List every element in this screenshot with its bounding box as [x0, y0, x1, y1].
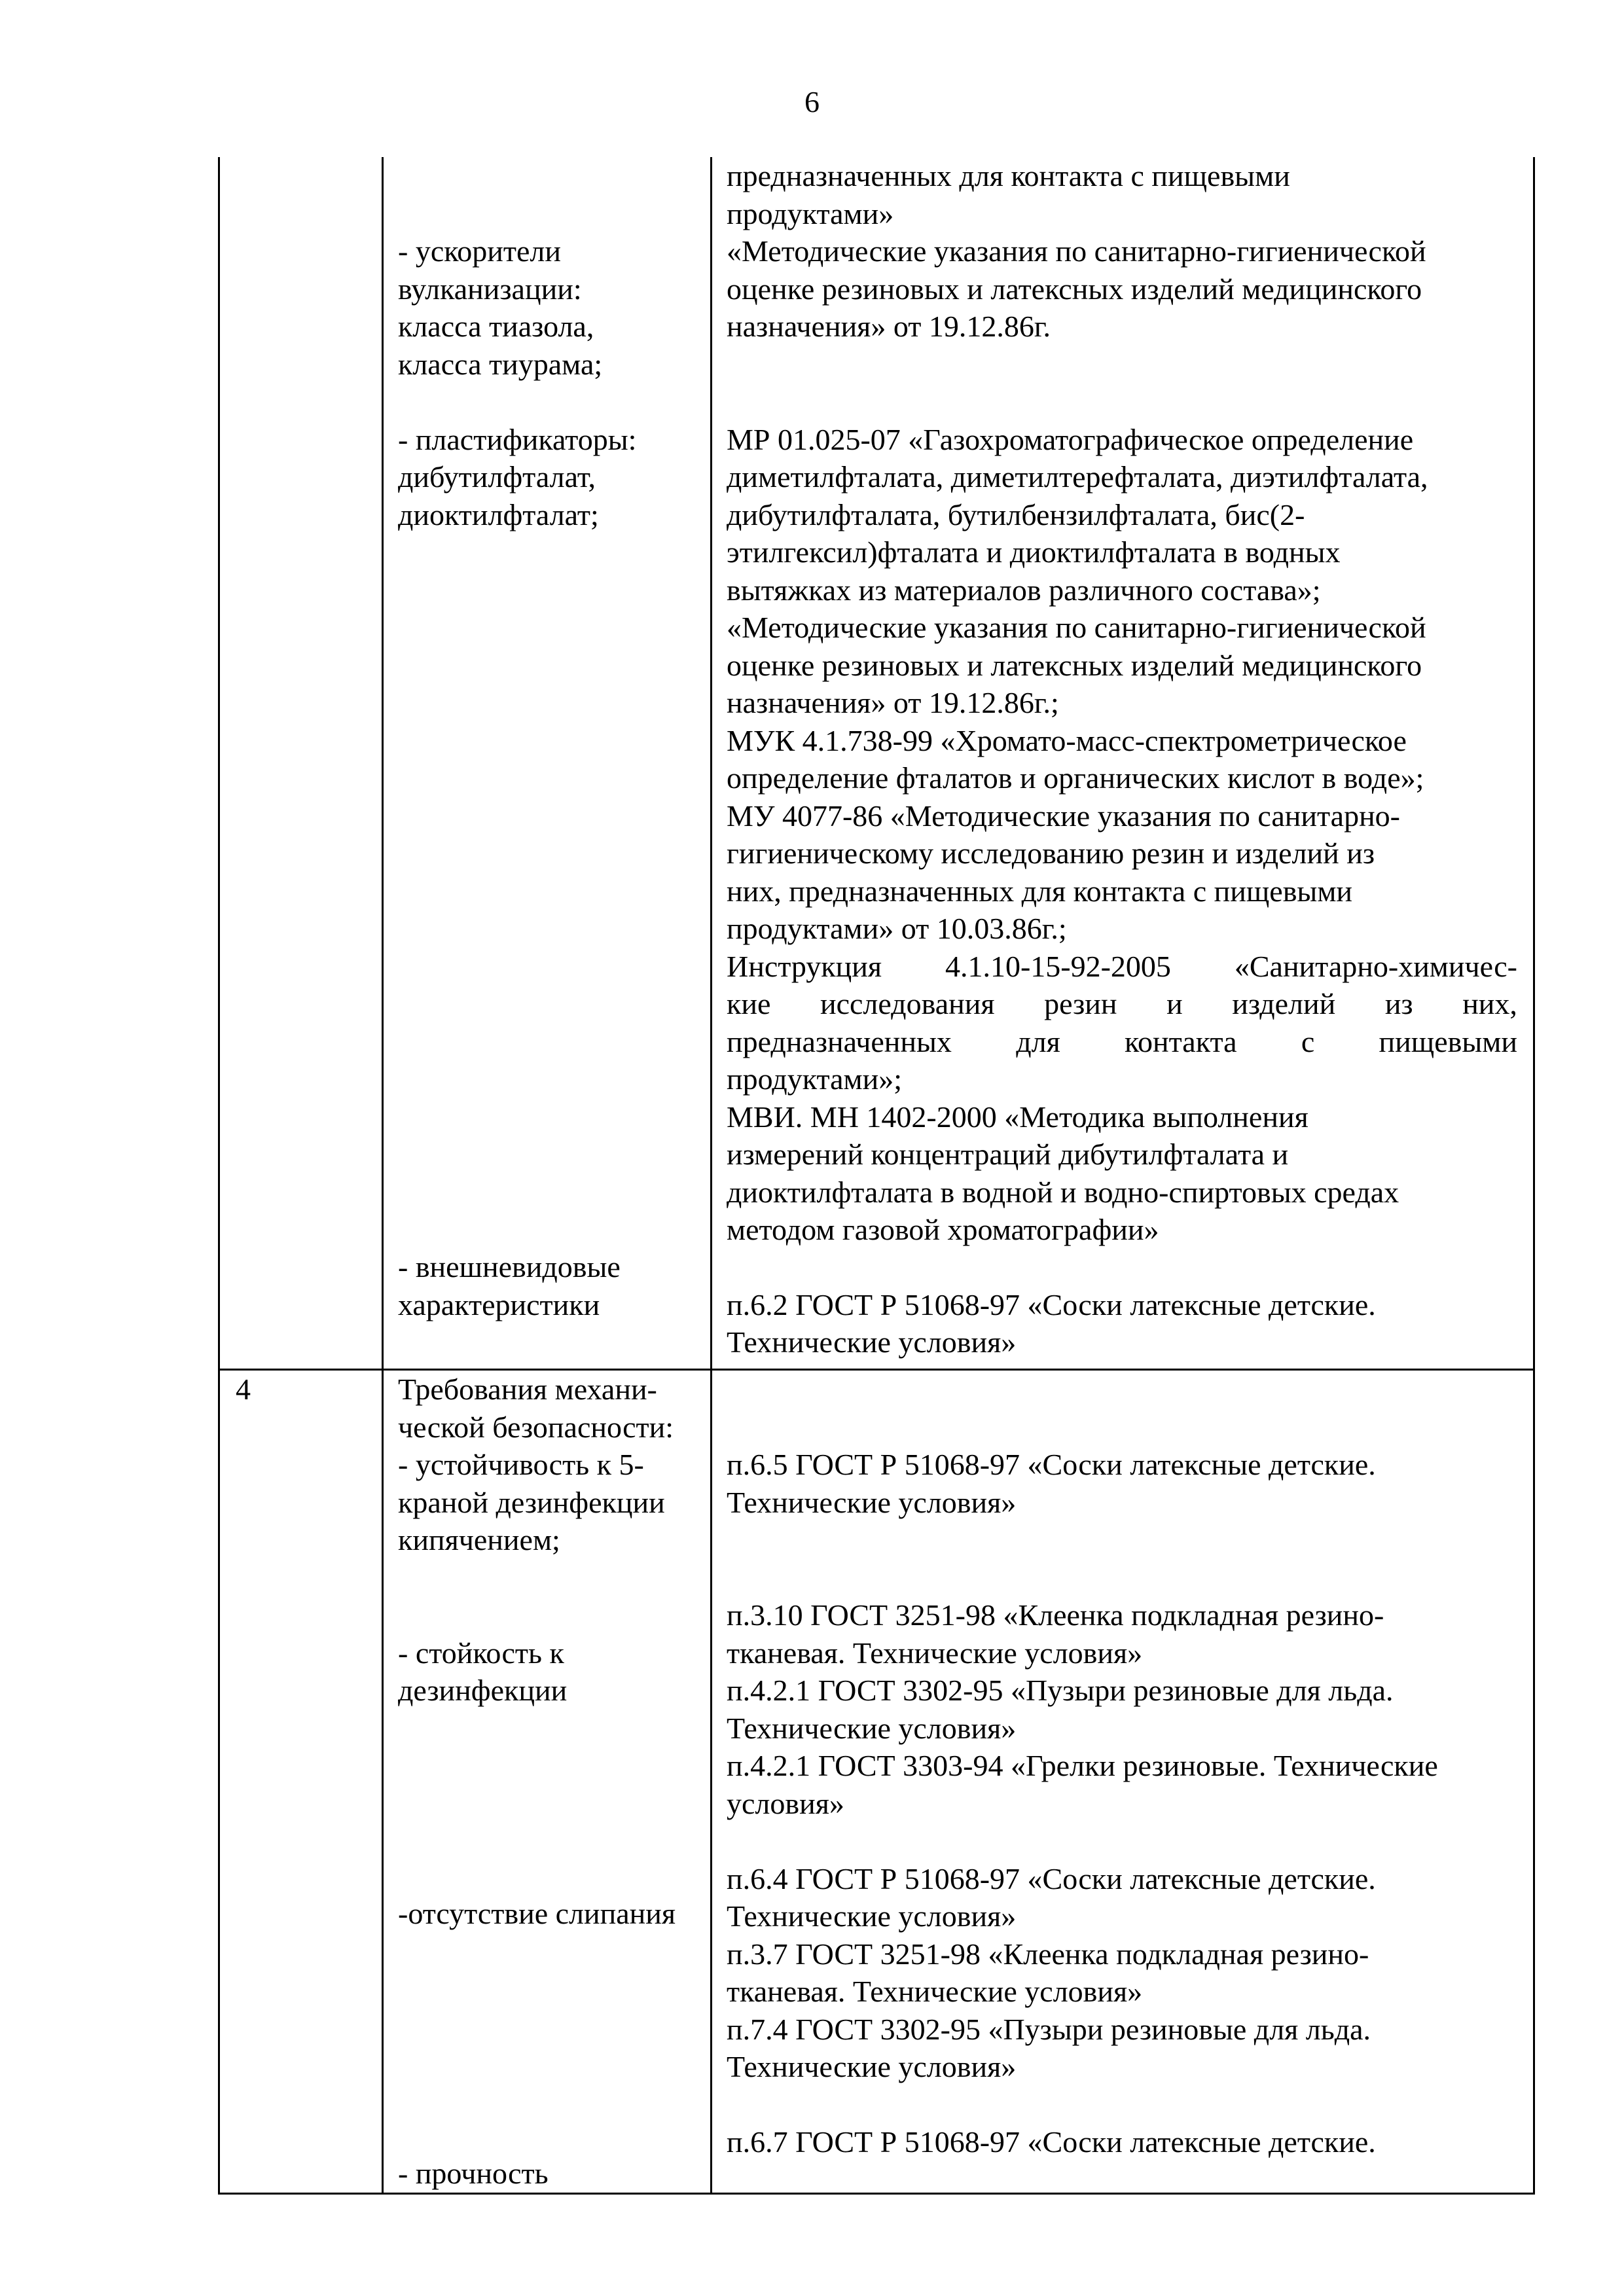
document-block — [727, 1446, 1517, 1521]
document-line: назначения» от 19.12.86г.; — [727, 686, 1059, 719]
characteristic-line: характеристики — [398, 1287, 600, 1321]
word: резин — [1044, 987, 1117, 1020]
word: исследования — [820, 987, 995, 1020]
row-number: 4 — [236, 1372, 251, 1406]
characteristics-cell — [383, 1370, 712, 2194]
word: 4.1.10-15-92-2005 — [945, 949, 1171, 983]
document-line: них, предназначенных для контакта с пищевыми — [727, 874, 1353, 908]
document-line: п.3.10 ГОСТ 3251-98 «Клеенка подкладная резино- — [727, 1598, 1384, 1632]
document-line: МР 01.025-07 «Газохроматографическое определение — [727, 422, 1414, 456]
characteristic-block — [398, 1895, 705, 1933]
characteristic-line: класса тиурама; — [398, 347, 603, 381]
word: из — [1384, 987, 1413, 1020]
characteristic-block — [398, 2155, 705, 2193]
document-line: дибутилфталата, бутилбензилфталата, бис(2- — [727, 497, 1305, 531]
document-line: Технические условия» — [727, 1485, 1017, 1519]
document-block — [727, 1060, 1517, 1249]
document-block — [727, 2123, 1517, 2161]
document-line: МУК 4.1.738-99 «Хромато-масс-спектрометрическое — [727, 723, 1407, 757]
characteristic-line: - устойчивость к 5- — [398, 1448, 644, 1481]
document-block — [727, 232, 1517, 346]
word: с — [1301, 1024, 1315, 1058]
document-line: п.4.2.1 ГОСТ 3302-95 «Пузыри резиновые для льда. — [727, 1674, 1394, 1707]
document-line: п.6.7 ГОСТ Р 51068-97 «Соски латексные детские. — [727, 2125, 1376, 2159]
characteristic-line: краной дезинфекции — [398, 1485, 665, 1519]
characteristic-line: дезинфекции — [398, 1674, 568, 1707]
document-line: МУ 4077-86 «Методические указания по санитарно- — [727, 798, 1401, 833]
document-line: тканевая. Технические условия» — [727, 1975, 1143, 2008]
document-line: предназначенных для контакта с пищевыми — [727, 159, 1290, 192]
document-line: измерений концентраций дибутилфталата и — [727, 1138, 1289, 1171]
document-block — [727, 421, 1517, 948]
document-line: продуктами» от 10.03.86г.; — [727, 912, 1067, 945]
word: изделий — [1232, 987, 1336, 1020]
word: Инструкция — [727, 949, 882, 983]
document-line: МВИ. МН 1402-2000 «Методика выполнения — [727, 1100, 1308, 1134]
document-line: Технические условия» — [727, 2050, 1017, 2083]
document-line: продуктами» — [727, 196, 894, 230]
characteristic-line: - ускорители — [398, 234, 561, 268]
word: для — [1016, 1024, 1060, 1058]
characteristic-block — [398, 232, 705, 383]
table-row — [219, 1370, 1534, 2194]
document-line: п.6.4 ГОСТ Р 51068-97 «Соски латексные детские. — [727, 1861, 1376, 1895]
word: них, — [1462, 987, 1517, 1020]
document-line: диметилфталата, диметилтерефталата, диэтилфталата, — [727, 460, 1428, 493]
document-block — [727, 1860, 1517, 2086]
characteristic-line: Требования механи- — [398, 1372, 657, 1406]
characteristic-line: ческой безопасности: — [398, 1410, 674, 1444]
word: и — [1166, 987, 1183, 1020]
characteristic-line: -отсутствие слипания — [398, 1896, 676, 1930]
justified-line — [727, 1023, 1517, 1061]
document-line: «Методические указания по санитарно-гигиенической — [727, 611, 1426, 644]
document-line: гигиеническому исследованию резин и изделий из — [727, 836, 1375, 870]
document-line: п.7.4 ГОСТ 3302-95 «Пузыри резиновые для льда. — [727, 2012, 1371, 2046]
characteristic-block — [398, 1634, 705, 1710]
justified-line — [727, 948, 1517, 986]
word: «Санитарно-химичес- — [1234, 949, 1517, 983]
document-line: п.6.2 ГОСТ Р 51068-97 «Соски латексные детские. — [727, 1287, 1376, 1321]
characteristics-cell — [383, 157, 712, 1370]
characteristic-line: дибутилфталат, — [398, 460, 596, 493]
document-line: п.3.7 ГОСТ 3251-98 «Клеенка подкладная резино- — [727, 1937, 1369, 1971]
document-line: тканевая. Технические условия» — [727, 1636, 1143, 1670]
document-block — [727, 1286, 1517, 1361]
characteristic-block — [398, 1371, 705, 1559]
word: кие — [727, 987, 771, 1020]
document-line: «Методические указания по санитарно-гигиенической — [727, 234, 1426, 268]
document-block — [727, 157, 1517, 232]
document-line: вытяжках из материалов различного состава»; — [727, 573, 1321, 607]
characteristic-line: - прочность — [398, 2157, 549, 2190]
characteristic-block — [398, 421, 705, 534]
document-block — [727, 1596, 1517, 1822]
document-block-justified — [727, 948, 1517, 1061]
characteristic-line: - стойкость к — [398, 1636, 564, 1670]
document-line: определение фталатов и органических кислот в воде»; — [727, 761, 1424, 795]
row-number-cell — [219, 157, 383, 1370]
document-line: п.6.5 ГОСТ Р 51068-97 «Соски латексные детские. — [727, 1448, 1376, 1481]
word: пищевыми — [1379, 1024, 1517, 1058]
document-line: Технические условия» — [727, 1899, 1017, 1933]
characteristic-line: - внешневидовые — [398, 1250, 621, 1283]
document-line: оценке резиновых и латексных изделий медицинского — [727, 272, 1422, 306]
document-line: Технические условия» — [727, 1325, 1017, 1359]
document-line: п.4.2.1 ГОСТ 3303-94 «Грелки резиновые. Технические — [727, 1749, 1438, 1782]
characteristic-line: - пластификаторы: — [398, 422, 637, 456]
justified-line — [727, 985, 1517, 1023]
documents-cell — [712, 1370, 1534, 2194]
characteristic-line: диоктилфталат; — [398, 497, 599, 531]
document-line: Технические условия» — [727, 1711, 1017, 1745]
word: контакта — [1125, 1024, 1237, 1058]
document-line: диоктилфталата в водной и водно-спиртовых средах — [727, 1175, 1399, 1209]
characteristic-line: класса тиазола, — [398, 310, 594, 343]
document-line: методом газовой хроматографии» — [727, 1213, 1159, 1246]
characteristic-block — [398, 1248, 705, 1323]
requirements-table — [218, 157, 1535, 2195]
documents-cell — [712, 157, 1534, 1370]
page-number: 6 — [804, 85, 820, 118]
document-line: продуктами»; — [727, 1062, 903, 1096]
row-number-cell — [219, 1370, 383, 2194]
word: предназначенных — [727, 1024, 952, 1058]
document-line: оценке резиновых и латексных изделий медицинского — [727, 648, 1422, 682]
characteristic-line: вулканизации: — [398, 272, 582, 306]
document-line: этилгексил)фталата и диоктилфталата в водных — [727, 535, 1341, 569]
document-line: условия» — [727, 1786, 844, 1820]
characteristic-line: кипячением; — [398, 1523, 560, 1556]
document-line: назначения» от 19.12.86г. — [727, 310, 1051, 343]
table-row — [219, 157, 1534, 1370]
